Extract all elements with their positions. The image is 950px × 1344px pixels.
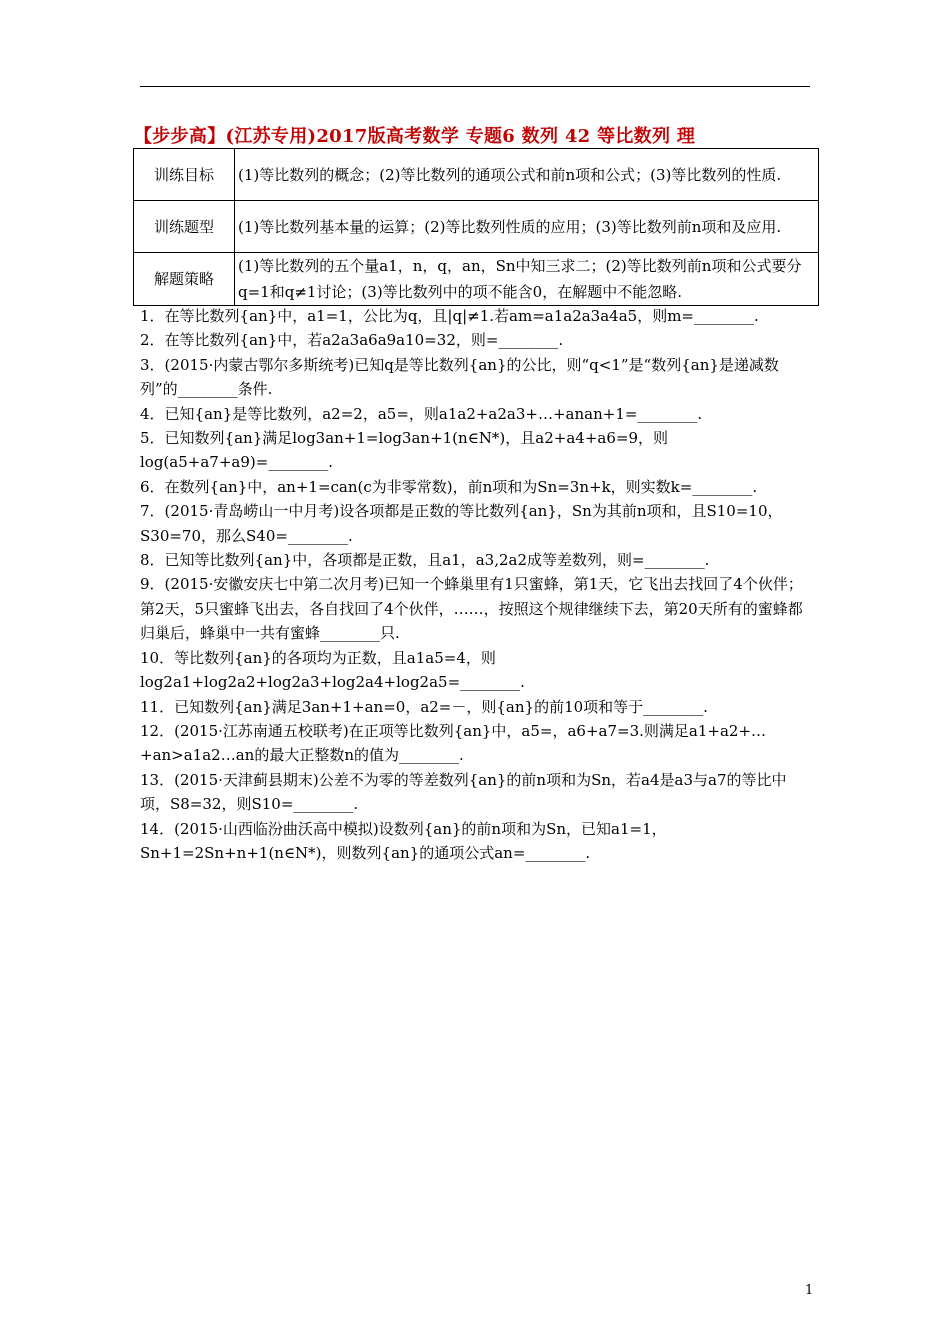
problem-item: 9．(2015·安徽安庆七中第二次月考)已知一个蜂巢里有1只蜜蜂，第1天，它飞出去找回了4个伙伴；第2天，5只蜜蜂飞出去，各自找回了4个伙伴，……，按照这个规律继续下去，第20天所有的蜜蜂都归巢后，蜂巢中一共有蜜蜂________只. xyxy=(140,575,803,643)
problem-item: 13．(2015·天津蓟县期末)公差不为零的等差数列{an}的前n项和为Sn，若a4是a3与a7的等比中项，S8=32，则S10=________. xyxy=(140,770,787,814)
problem-item: 1．在等比数列{an}中，a1=1，公比为q，且|q|≠1.若am=a1a2a3a4a5，则m=________. xyxy=(140,307,759,325)
problem-item: 12．(2015·江苏南通五校联考)在正项等比数列{an}中，a5=，a6+a7=3.则满足a1+a2+…+an>a1a2…an的最大正整数n的值为________. xyxy=(140,721,767,765)
problem-item: 3．(2015·内蒙古鄂尔多斯统考)已知q是等比数列{an}的公比，则“q<1”是“数列{an}是递减数列”的________条件. xyxy=(140,355,779,399)
problem-item: 5．已知数列{an}满足log3an+1=log3an+1(n∈N*)，且a2+a4+a6=9，则log(a5+a7+a9)=________. xyxy=(140,429,668,472)
row-label: 解题策略 xyxy=(134,253,235,306)
table-row xyxy=(134,149,819,201)
table-row xyxy=(134,201,819,253)
problem-item: 14．(2015·山西临汾曲沃高中模拟)设数列{an}的前n项和为Sn，已知a1=1，Sn+1=2Sn+n+1(n∈N*)，则数列{an}的通项公式an=________. xyxy=(140,819,667,862)
problem-item: 10．等比数列{an}的各项均为正数，且a1a5=4，则log2a1+log2a2+log2a3+log2a4+log2a5=________. xyxy=(140,648,525,692)
row-content: (1)等比数列的五个量a1，n，q，an，Sn中知三求二；(2)等比数列前n项和公式要分q=1和q≠1讨论；(3)等比数列中的项不能含0，在解题中不能忽略. xyxy=(235,253,819,306)
document-title: 【步步高】(江苏专用)2017版高考数学 专题6 数列 42 等比数列 理 xyxy=(134,126,696,147)
problem-list xyxy=(140,304,812,865)
problem-item: 2．在等比数列{an}中，若a2a3a6a9a10=32，则=________. xyxy=(140,331,564,350)
problem-item: 11．已知数列{an}满足3an+1+an=0，a2=－，则{an}的前10项和等于________. xyxy=(140,697,708,716)
row-label: 训练目标 xyxy=(134,149,235,201)
problem-item: 7．(2015·青岛崂山一中月考)设各项都是正数的等比数列{an}，Sn为其前n项和，且S10=10，S30=70，那么S40=________. xyxy=(140,502,783,545)
row-content: (1)等比数列基本量的运算；(2)等比数列性质的应用；(3)等比数列前n项和及应用. xyxy=(235,201,819,253)
page-number: 1 xyxy=(805,1283,814,1298)
problem-item: 4．已知{an}是等比数列，a2=2，a5=，则a1a2+a2a3+…+anan+1=________. xyxy=(140,404,703,423)
row-label: 训练题型 xyxy=(134,201,235,253)
problem-item: 6．在数列{an}中，an+1=can(c为非零常数)，前n项和为Sn=3n+k，则实数k=________. xyxy=(140,477,758,496)
problem-item: 8．已知等比数列{an}中，各项都是正数，且a1，a3,2a2成等差数列，则=________. xyxy=(140,551,710,570)
header-rule xyxy=(140,86,810,87)
training-info-table xyxy=(133,148,819,306)
table-row xyxy=(134,253,819,306)
row-content: (1)等比数列的概念；(2)等比数列的通项公式和前n项和公式；(3)等比数列的性质. xyxy=(235,149,819,201)
